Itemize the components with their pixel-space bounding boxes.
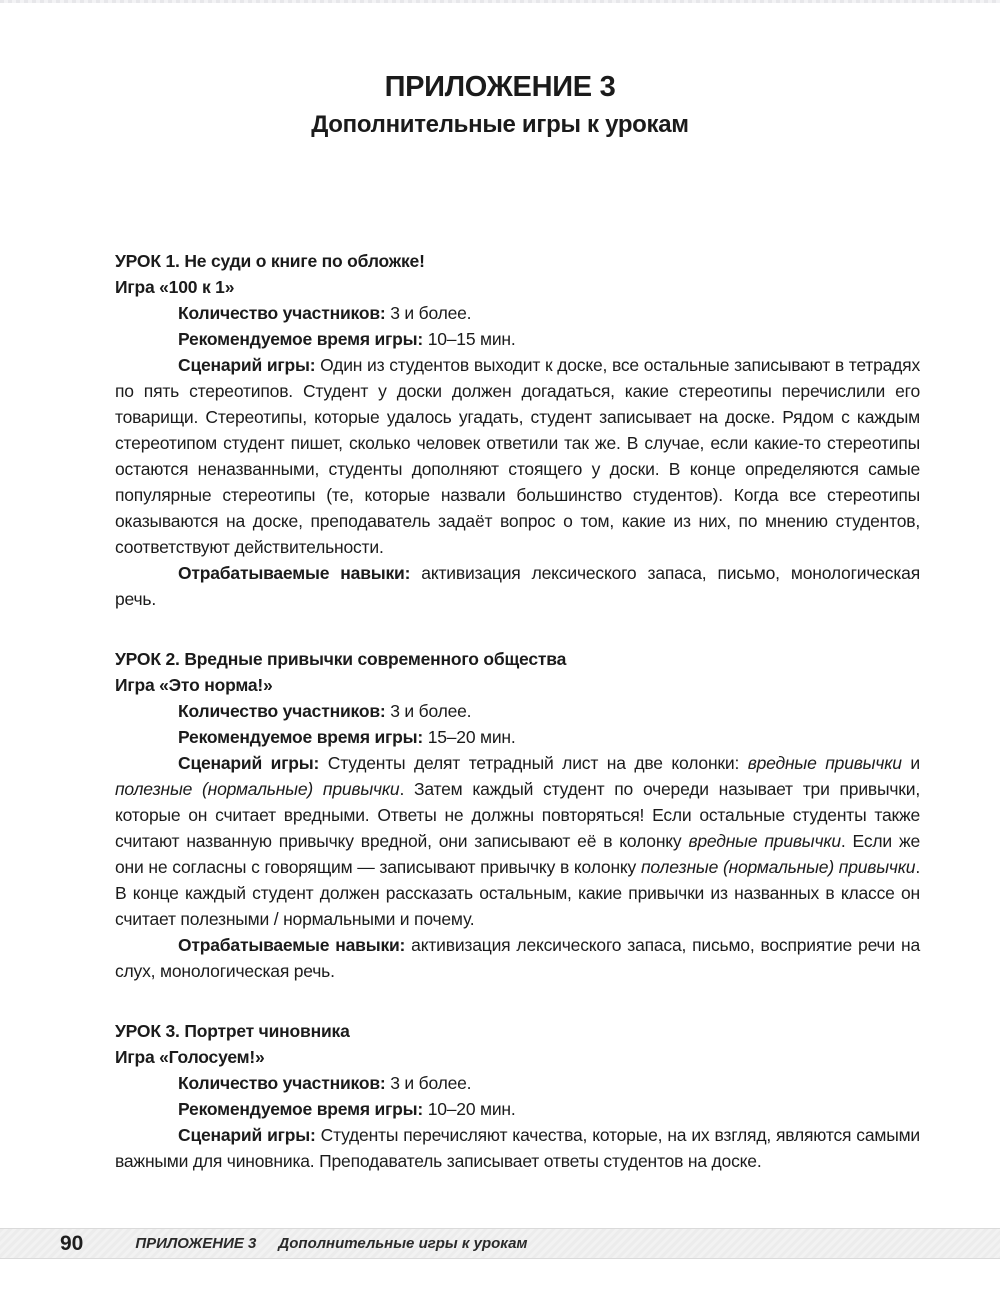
lesson-1-scenario-paragraph: Сценарий игры: Один из студентов выходит к доске, все остальные записывают в тетрадях по пять стереотипов. Студент у доски должен догадаться, какие стереотипы перечислили его товарищи. Стереотипы, которые удалось угадать, студент записывает на доске. Рядом с каждым стереотипом студент пишет, сколько человек ответили так же. В случае, если какие-то стереотипы остаются неназванными, студенты дополняют стоящего у доски. В конце определяются самые популярные стереотипы (те, которые назвали большинство студентов). Когда все стереотипы оказываются на доске, преподаватель задаёт вопрос о том, какие из них, по мнению студентов, соответствуют действительности. <box>115 355 921 557</box>
lesson-1-heading: УРОК 1. Не суди о книге по обложке! <box>115 251 425 271</box>
lesson-3-section <box>115 1018 920 1174</box>
participants-value: 3 и более. <box>390 303 472 323</box>
time-label: Рекомендуемое время игры: <box>178 727 424 747</box>
lesson-2-participants-line <box>115 698 920 724</box>
lesson-1-participants-line <box>115 300 920 326</box>
page-footer <box>0 1228 1000 1259</box>
lesson-3-scenario-paragraph: Сценарий игры: Студенты перечисляют качества, которые, на их взгляд, являются самыми важными для чиновника. Преподаватель записывает ответы студентов на доске. <box>115 1125 921 1171</box>
time-label: Рекомендуемое время игры: <box>178 329 424 349</box>
page-title: ПРИЛОЖЕНИЕ 3 <box>384 71 616 103</box>
lesson-3-heading: УРОК 3. Портрет чиновника <box>115 1021 350 1041</box>
time-value: 10–20 мин. <box>427 1099 516 1119</box>
lesson-1-section <box>115 248 920 612</box>
lesson-3-participants-line <box>115 1070 920 1096</box>
lesson-1-time-line <box>115 326 920 352</box>
footer-section-label: ПРИЛОЖЕНИЕ 3 <box>135 1235 257 1252</box>
time-label: Рекомендуемое время игры: <box>178 1099 424 1119</box>
participants-label: Количество участников: <box>178 701 386 721</box>
participants-value: 3 и более. <box>390 1073 472 1093</box>
lesson-2-time-line <box>115 724 920 750</box>
time-value: 10–15 мин. <box>427 329 516 349</box>
lesson-2-section <box>115 646 920 984</box>
page-subtitle: Дополнительные игры к урокам <box>311 111 689 138</box>
lesson-3-time-line <box>115 1096 920 1122</box>
page-number: 90 <box>60 1231 84 1255</box>
page-header <box>0 0 1000 142</box>
lesson-2-skills-paragraph: Отрабатываемые навыки: активизация лексического запаса, письмо, восприятие речи на слух, монологическая речь. <box>115 935 920 981</box>
lesson-1-game-title: Игра «100 к 1» <box>115 277 235 297</box>
lesson-1-skills-paragraph: Отрабатываемые навыки: активизация лексического запаса, письмо, монологическая речь. <box>115 563 920 609</box>
participants-label: Количество участников: <box>178 303 386 323</box>
lesson-3-game-title: Игра «Голосуем!» <box>115 1047 265 1067</box>
lesson-2-game-title: Игра «Это норма!» <box>115 675 273 695</box>
time-value: 15–20 мин. <box>427 727 516 747</box>
lesson-2-scenario-paragraph: Сценарий игры: Студенты делят тетрадный лист на две колонки: вредные привычки и полезные (нормальные) привычки. Затем каждый студент по очереди называет три привычки, которые он считает вредными. Ответы не должны повторяться! Если остальные студенты также считают названную привычку вредной, они записывают её в колонку вредные привычки. Если же они не согласны с говорящим — записывают привычку в колонку полезные (нормальные) привычки. В конце каждый студент должен рассказать остальным, какие привычки из названных в классе он считает полезными / нормальными и почему. <box>115 753 921 929</box>
scan-top-edge <box>0 0 1000 3</box>
participants-label: Количество участников: <box>178 1073 386 1093</box>
footer-section-title: Дополнительные игры к урокам <box>278 1235 528 1252</box>
participants-value: 3 и более. <box>390 701 472 721</box>
page-body <box>0 248 1000 1174</box>
lesson-2-heading: УРОК 2. Вредные привычки современного общества <box>115 649 567 669</box>
